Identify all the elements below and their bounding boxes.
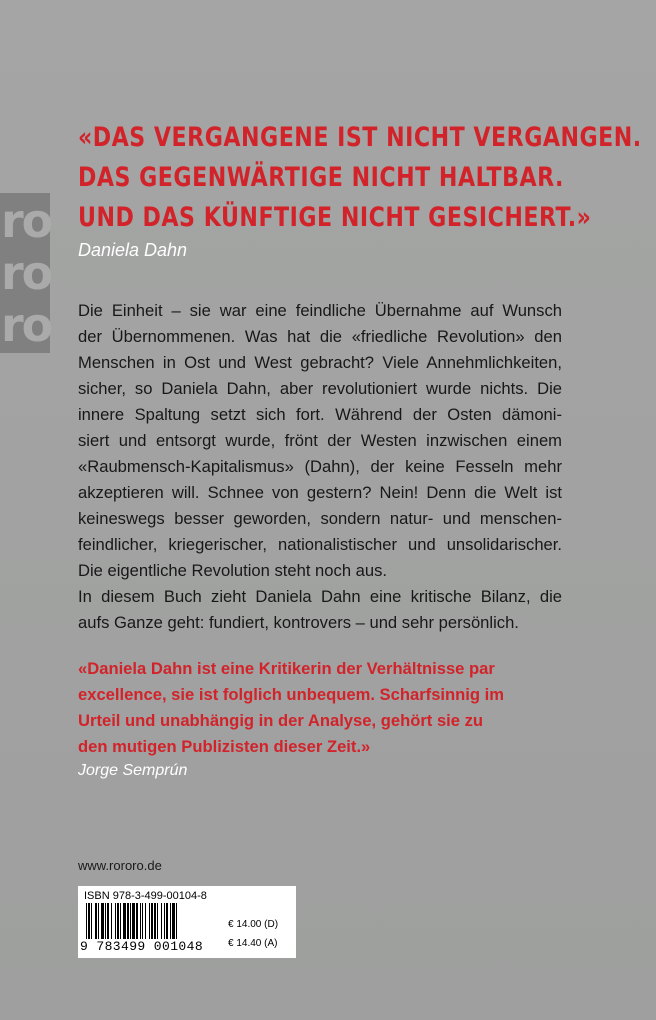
blurb-line: der Übernommenen. Was hat die «friedliche Revolution» den bbox=[78, 327, 562, 346]
blurb-line: akzeptieren will. Schnee von gestern? Nein! Denn die Welt ist bbox=[78, 483, 562, 502]
barcode-box bbox=[78, 886, 296, 958]
barcode-bar bbox=[101, 903, 104, 939]
barcode-bar bbox=[91, 903, 92, 939]
publisher-website: www.rororo.de bbox=[78, 858, 162, 873]
headline-author: Daniela Dahn bbox=[78, 240, 188, 260]
barcode-image bbox=[84, 903, 220, 939]
barcode-bar bbox=[154, 903, 156, 939]
barcode-bar bbox=[123, 903, 126, 939]
headline-line: DAS GEGENWÄRTIGE NICHT HALTBAR. bbox=[78, 162, 564, 193]
barcode-bar bbox=[88, 903, 90, 939]
barcode-bar bbox=[130, 903, 131, 939]
barcode-bar bbox=[161, 903, 162, 939]
headline-quote bbox=[78, 118, 642, 238]
blurb-line: aufs Ganze geht: fundiert, kontrovers – und sehr persönlich. bbox=[78, 613, 519, 632]
blurb-line: keineswegs besser geworden, sondern natur- und menschen- bbox=[78, 509, 562, 528]
barcode-bar bbox=[120, 903, 121, 939]
barcode-bar bbox=[166, 903, 168, 939]
blurb-text bbox=[78, 298, 562, 636]
blurb-line: siert und entsorgt wurde, frönt der Westen inzwischen einem bbox=[78, 431, 562, 450]
blurb-line: «Raubmensch-Kapitalismus» (Dahn), der keine Fesseln mehr bbox=[78, 457, 562, 476]
blurb-line: In diesem Buch zieht Daniela Dahn eine kritische Bilanz, die bbox=[78, 587, 562, 606]
barcode-digits: 9 783499 001048 bbox=[80, 939, 204, 954]
review-line: den mutigen Publizisten dieser Zeit.» bbox=[78, 737, 371, 756]
barcode-bar bbox=[98, 903, 99, 939]
blurb-line: Die eigentliche Revolution steht noch aus. bbox=[78, 561, 388, 580]
barcode-bar bbox=[117, 903, 119, 939]
price-austria: € 14.40 (A) bbox=[228, 938, 278, 949]
blurb-line: innere Spaltung setzt sich fort. Während der Osten dämoni- bbox=[78, 405, 562, 424]
barcode-bar bbox=[140, 903, 141, 939]
review-line: «Daniela Dahn ist eine Kritikerin der Verhältnisse par bbox=[78, 659, 495, 678]
barcode-bar bbox=[86, 903, 87, 939]
barcode-bar bbox=[172, 903, 175, 939]
barcode-bar bbox=[105, 903, 106, 939]
barcode-bar bbox=[107, 903, 109, 939]
barcode-bar bbox=[115, 903, 116, 939]
blurb-line: feindlicher, kriegerischer, nationalistischer und unsolidarischer. bbox=[78, 535, 562, 554]
barcode-bar bbox=[176, 903, 177, 939]
barcode-bar bbox=[149, 903, 150, 939]
review-line: excellence, sie ist folglich unbequem. Scharfsinnig im bbox=[78, 685, 505, 704]
isbn-label: ISBN 978-3-499-00104-8 bbox=[84, 890, 207, 902]
headline-line: «DAS VERGANGENE IST NICHT VERGANGEN. bbox=[78, 122, 642, 153]
barcode-bar bbox=[157, 903, 158, 939]
barcode-bar bbox=[132, 903, 135, 939]
barcode-bar bbox=[142, 903, 143, 939]
logo-line: ro bbox=[1, 194, 52, 248]
barcode-bar bbox=[136, 903, 138, 939]
barcode-bar bbox=[95, 903, 97, 939]
blurb-line: Menschen in Ost und West gebracht? Viele Annehmlichkeiten, bbox=[78, 353, 562, 372]
barcode-bar bbox=[127, 903, 129, 939]
barcode-bar bbox=[164, 903, 165, 939]
blurb-line: sicher, so Daniela Dahn, aber revolutioniert wurde nichts. Die bbox=[78, 379, 562, 398]
review-quote bbox=[78, 656, 562, 760]
review-line: Urteil und unabhängig in der Analyse, gehört sie zu bbox=[78, 711, 484, 730]
blurb-line: Die Einheit – sie war eine feindliche Übernahme auf Wunsch bbox=[78, 301, 562, 320]
headline-line: UND DAS KÜNFTIGE NICHT GESICHERT.» bbox=[78, 202, 592, 233]
logo-line: ro bbox=[1, 298, 52, 352]
barcode-bar bbox=[170, 903, 171, 939]
review-author: Jorge Semprún bbox=[78, 762, 188, 779]
logo-line: ro bbox=[1, 246, 52, 300]
barcode-bar bbox=[145, 903, 146, 939]
price-germany: € 14.00 (D) bbox=[228, 919, 279, 930]
barcode-bar bbox=[111, 903, 112, 939]
barcode-bar bbox=[151, 903, 153, 939]
rororo-logo bbox=[0, 193, 50, 353]
